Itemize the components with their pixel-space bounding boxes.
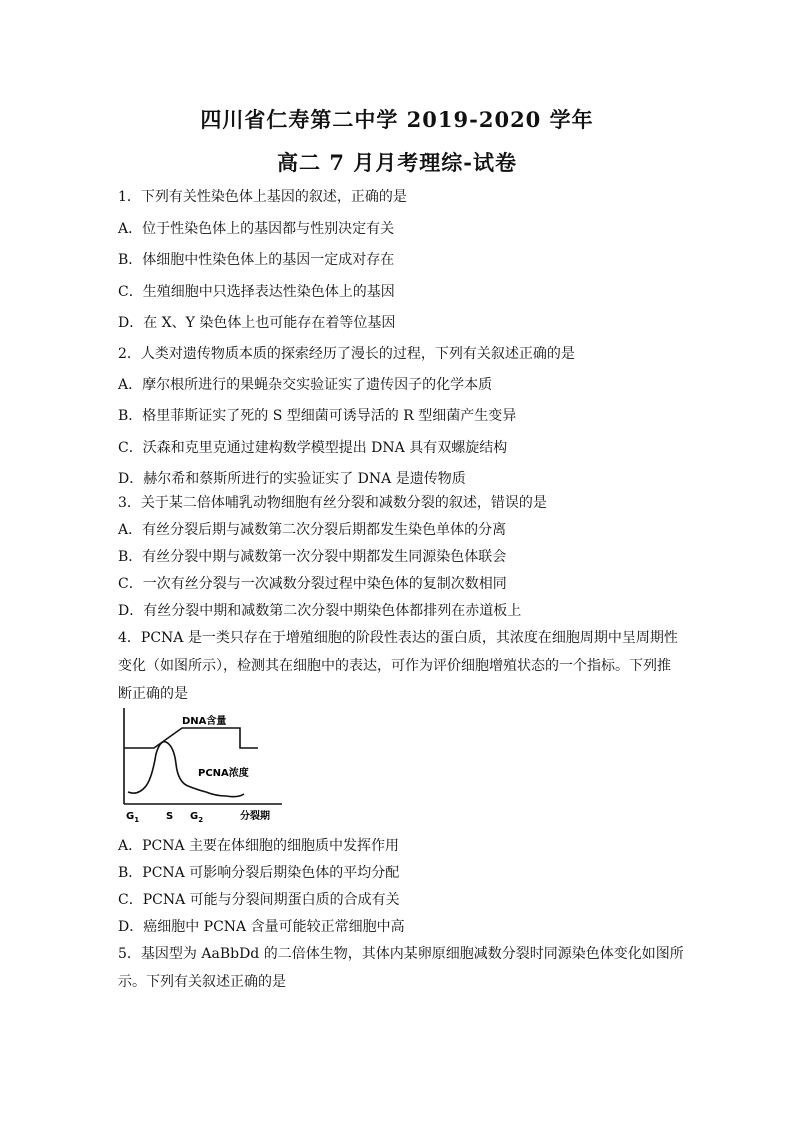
dna-content-curve	[124, 728, 258, 748]
question-5-stem-line1: 5．基因型为 AaBbDd 的二倍体生物，其体内某卵原细胞减数分裂时同源染色体变化如图所	[118, 946, 684, 962]
phase-g2-label: $G_2$	[190, 811, 204, 824]
question-4-stem-line2: 变化（如图所示），检测其在细胞中的表达，可作为评价细胞增殖状态的一个指标。下列推	[118, 658, 671, 674]
question-3-option-c: C．一次有丝分裂与一次减数分裂过程中染色体的复制次数相同	[118, 576, 507, 592]
question-2-option-d: D．赫尔希和蔡斯所进行的实验证实了 DNA 是遗传物质	[118, 471, 466, 487]
question-4-stem-line1: 4．PCNA 是一类只存在于增殖细胞的阶段性表达的蛋白质，其浓度在细胞周期中呈周期性	[118, 630, 678, 646]
question-4-option-b: B．PCNA 可影响分裂后期染色体的平均分配	[118, 865, 400, 881]
question-4-option-d: D．癌细胞中 PCNA 含量可能较正常细胞中高	[118, 919, 405, 935]
question-1-option-a: A．位于性染色体上的基因都与性别决定有关	[118, 221, 395, 237]
question-5-stem-line2: 示。下列有关叙述正确的是	[118, 974, 286, 990]
question-2-option-c: C．沃森和克里克通过建构数学模型提出 DNA 具有双螺旋结构	[118, 440, 508, 456]
pcna-concentration-label: PCNA浓度	[198, 768, 249, 779]
question-4-option-a: A．PCNA 主要在体细胞的细胞质中发挥作用	[118, 838, 400, 854]
question-3-option-a: A．有丝分裂后期与减数第二次分裂后期都发生染色单体的分离	[118, 522, 507, 538]
question-4-stem-line3: 断正确的是	[118, 686, 188, 702]
phase-m-label: 分裂期	[240, 811, 270, 822]
question-3-stem: 3．关于某二倍体哺乳动物细胞有丝分裂和减数分裂的叙述，错误的是	[118, 495, 547, 511]
phase-s-label: S	[166, 811, 174, 822]
question-2-option-b: B．格里菲斯证实了死的 S 型细菌可诱导活的 R 型细菌产生变异	[118, 408, 517, 424]
question-1-stem: 1．下列有关性染色体上基因的叙述，正确的是	[118, 189, 407, 205]
phase-g1-label: $G_1$	[126, 811, 140, 824]
pcna-cell-cycle-figure	[116, 706, 286, 830]
dna-content-label: DNA含量	[182, 716, 227, 727]
exam-title-line1: 四川省仁寿第二中学 2019-2020 学年	[200, 107, 594, 132]
question-2-option-a: A．摩尔根所进行的果蝇杂交实验证实了遗传因子的化学本质	[118, 377, 493, 393]
question-4-option-c: C．PCNA 可能与分裂间期蛋白质的合成有关	[118, 892, 400, 908]
question-1-option-c: C．生殖细胞中只选择表达性染色体上的基因	[118, 284, 395, 300]
question-3-option-d: D．有丝分裂中期和减数第二次分裂中期染色体都排列在赤道板上	[118, 603, 522, 619]
question-2-stem: 2．人类对遗传物质本质的探索经历了漫长的过程，下列有关叙述正确的是	[118, 346, 575, 362]
question-1-option-b: B．体细胞中性染色体上的基因一定成对存在	[118, 252, 395, 268]
question-1-option-d: D．在 X、Y 染色体上也可能存在着等位基因	[118, 315, 396, 331]
question-3-option-b: B．有丝分裂中期与减数第一次分裂中期都发生同源染色体联会	[118, 549, 507, 565]
exam-title-line2: 高二 7 月月考理综-试卷	[277, 150, 517, 175]
